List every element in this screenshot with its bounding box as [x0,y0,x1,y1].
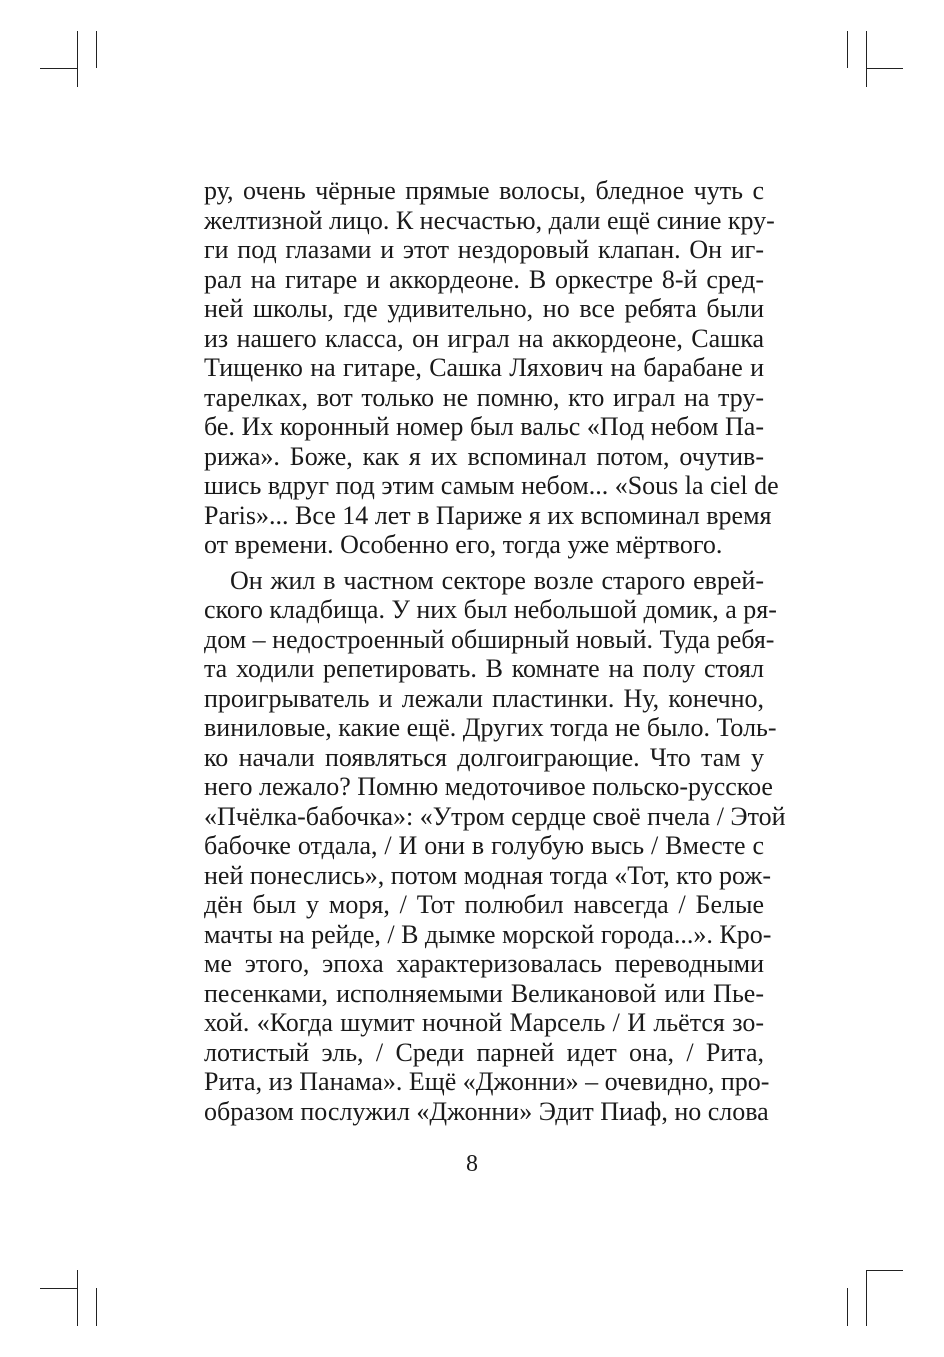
text-line: ней школы, где удивительно, но все ребята были [204,294,764,323]
text-line: ги под глазами и этот нездоровый клапан. Он иг- [204,235,764,264]
text-line: лотистый эль, / Среди парней идет она, / Рита, [204,1037,764,1067]
text-line: Paris»... Все 14 лет в Париже я их вспоминал время [204,500,772,530]
text-line: тарелках, вот только не помню, кто играл на тру- [204,382,764,412]
text-line: хой. «Когда шумит ночной Марсель / И льётся зо- [204,1008,764,1037]
paragraph-1 [204,176,779,560]
text-line: рижа». Боже, как я их вспоминал потом, очутив- [204,441,764,471]
text-line: дён был у моря, / Тот полюбил навсегда / Белые [204,890,764,919]
text-line: проигрыватель и лежали пластинки. Ну, конечно, [204,683,764,713]
text-line: шись вдруг под этим самым небом... «Sous la ciel de [204,471,779,500]
text-line: ского кладбища. У них был небольшой домик, а ря- [204,595,777,624]
text-line: та ходили репетировать. В комнате на полу стоял [204,654,764,683]
text-line: дом – недостроенный обширный новый. Туда ребя- [204,624,775,654]
text-line: рал на гитаре и аккордеоне. В оркестре 8-й сред- [204,264,764,294]
text-line: бе. Их коронный номер был вальс «Под небом Па- [204,412,764,441]
body-text [204,176,786,1126]
text-line: ме этого, эпоха характеризовалась переводными [204,949,764,978]
text-line: песенками, исполняемыми Великановой или Пье- [204,978,764,1008]
page-number: 8 [466,1151,478,1177]
paragraph-2 [204,565,786,1127]
text-line: Он жил в частном секторе возле старого еврей- [230,565,764,595]
text-line: от времени. Особенно его, тогда уже мёртвого. [204,530,723,559]
text-line: него лежало? Помню медоточивое польско-русское [204,772,773,801]
text-line: мачты на рейде, / В дымке морской города...». Кро- [204,919,772,949]
text-line: виниловые, какие ещё. Других тогда не было. Толь- [204,713,777,742]
text-line: ней понеслись», потом модная тогда «Тот, кто рож- [204,860,772,890]
text-line: ру, очень чёрные прямые волосы, бледное чуть с [204,176,764,205]
text-line: «Пчёлка-бабочка»: «Утром сердце своё пчела / Этой [204,801,786,831]
text-line: бабочке отдала, / И они в голубую высь / Вместе с [204,831,764,860]
text-line: желтизной лицо. К несчастью, дали ещё синие кру- [204,205,775,235]
text-line: Рита, из Панама». Ещё «Джонни» – очевидно, про- [204,1067,770,1096]
text-line: Тищенко на гитаре, Сашка Ляхович на барабане и [204,353,764,382]
text-line: образом послужил «Джонни» Эдит Пиаф, но слова [204,1096,769,1126]
text-line: ко начали появляться долгоиграющие. Что там у [204,742,764,772]
text-line: из нашего класса, он играл на аккордеоне, Сашка [204,323,764,353]
